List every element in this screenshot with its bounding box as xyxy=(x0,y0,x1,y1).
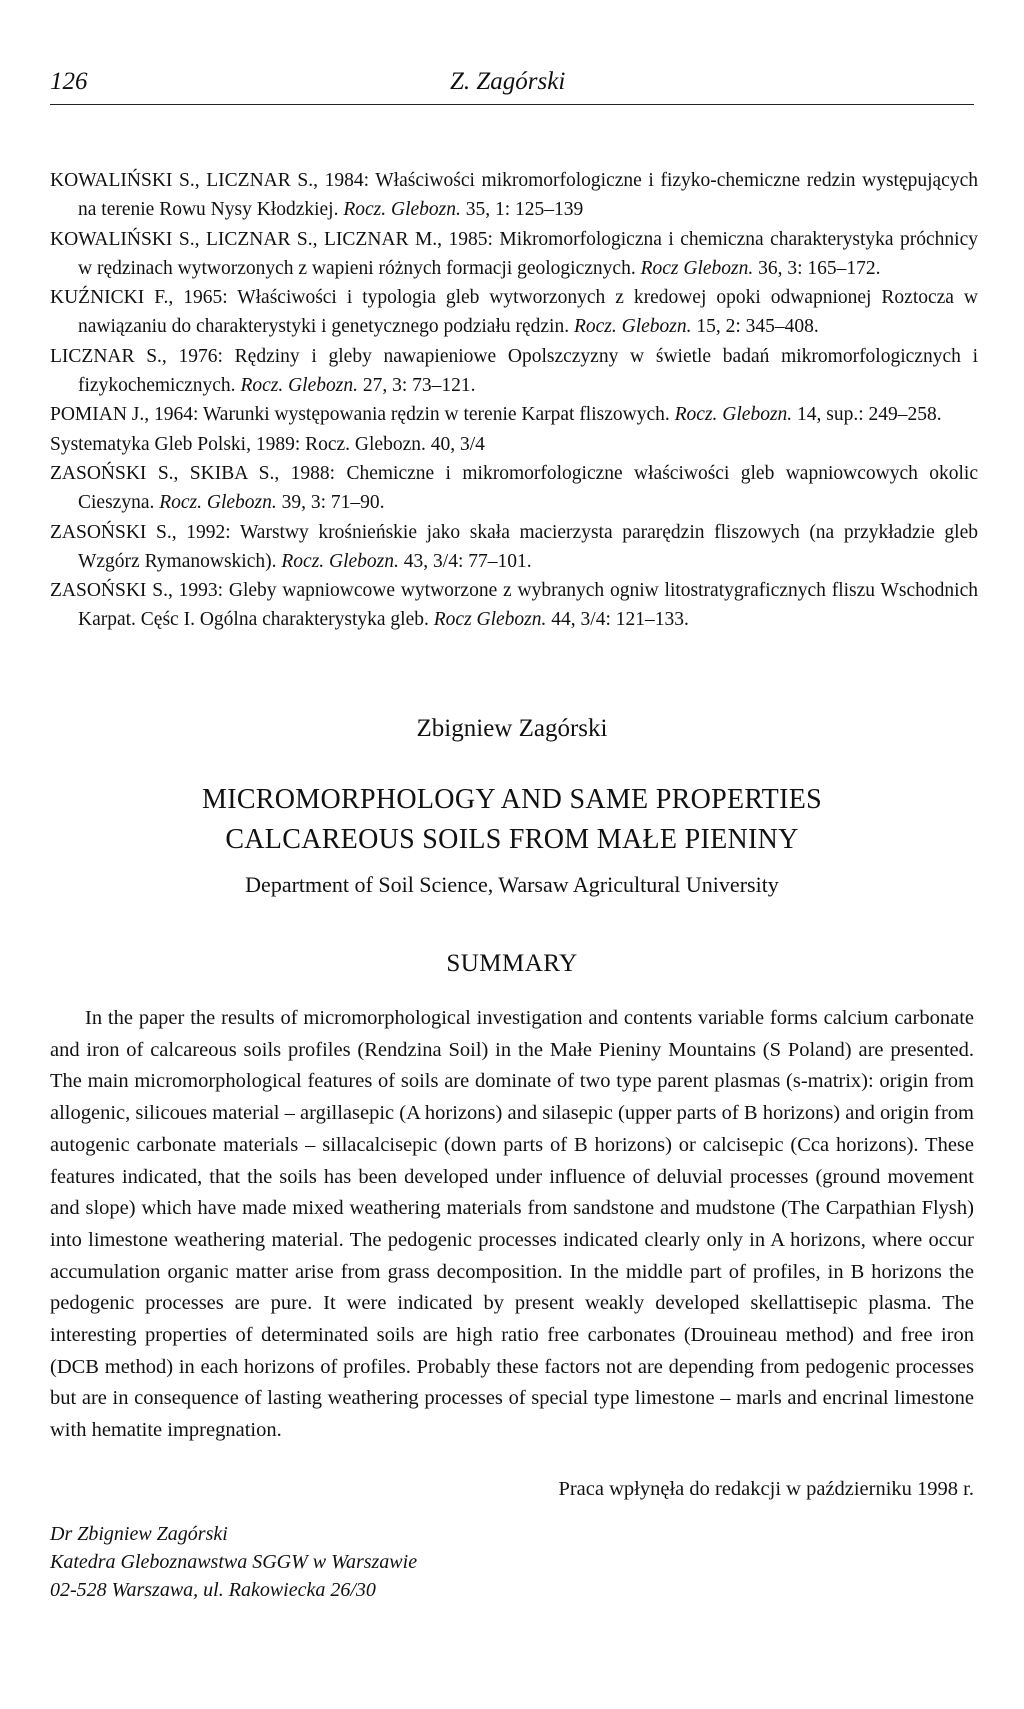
reference-list xyxy=(50,166,978,635)
summary-body: In the paper the results of micromorphological investigation and contents variable forms calcium carbonate and iron of calcareous soils profiles (Rendzina Soil) in the Małe Pieniny Mountains (S Poland) are presented. The main micromorphological features of soils are dominate of two type parent plasmas (s-matrix): origin from allogenic, silicoues material – argillasepic (A horizons) and silasepic (upper parts of B horizons) and origin from autogenic carbonate materials – sillacalcisepic (down parts of B horizons) or calcisepic (Cca horizons). These features indicated, that the soils has been developed under influence of deluvial processes (ground movement and slope) which have made mixed weathering materials from sandstone and mudstone (The Carpathian Flysh) into limestone weathering material. The pedogenic processes indicated clearly only in A horizons, where occur accumulation organic matter arise from grass decomposition. In the middle part of profiles, in B horizons the pedogenic processes are pure. It were indicated by present weakly developed skellattisepic plasma. The interesting properties of determinated soils are high ratio free carbonates (Drouineau method) and free iron (DCB method) in each horizons of profiles. Probably these factors not are depending from pedogenic processes but are in consequence of lasting weathering processes of special type limestone – marls and encrinal limestone with hematite impregnation. xyxy=(50,1007,974,1442)
summary-heading: SUMMARY xyxy=(446,950,578,977)
reference-item: LICZNAR S., 1976: Rędziny i gleby nawapieniowe Opolszczyzny w świetle badań mikromorfologicznych i fizykochemicznych. Rocz. Glebozn. 27, 3: 73–121. xyxy=(50,345,978,397)
reference-item: POMIAN J., 1964: Warunki występowania rędzin w terenie Karpat fliszowych. Rocz. Glebozn. 14, sup.: 249–258. xyxy=(50,404,942,426)
reference-item: ZASOŃSKI S., SKIBA S., 1988: Chemiczne i mikromorfologiczne właściwości gleb wapniowcowych okolic Cieszyna. Rocz. Glebozn. 39, 3: 71–90. xyxy=(50,462,978,514)
reference-item: ZASOŃSKI S., 1993: Gleby wapniowcowe wytworzone z wybranych ogniw litostratygraficznych fliszu Wschodnich Karpat. Cęśc I. Ogólna charakterystyka gleb. Rocz Glebozn. 44, 3/4: 121–133. xyxy=(50,580,978,631)
reference-item: KUŹNICKI F., 1965: Właściwości i typologia gleb wytworzonych z kredowej opoki odwapnionej Roztocza w nawiązaniu do charakterystyki i genetycznego podziału rędzin. Rocz. Glebozn. 15, 2: 345–408. xyxy=(50,287,978,338)
address-line: Dr Zbigniew Zagórski xyxy=(50,1523,228,1545)
reference-item: ZASOŃSKI S., 1992: Warstwy krośnieńskie jako skała macierzysta pararędzin fliszowych (na przykładzie gleb Wzgórz Rymanowskich). Rocz. Glebozn. 43, 3/4: 77–101. xyxy=(50,521,978,572)
summary-title-line: MICROMORPHOLOGY AND SAME PROPERTIES xyxy=(202,784,822,815)
running-header xyxy=(50,64,974,105)
running-title: Z. Zagórski xyxy=(450,68,566,95)
address-line: 02-528 Warszawa, ul. Rakowiecka 26/30 xyxy=(50,1579,376,1601)
received-date: Praca wpłynęła do redakcji w październiku 1998 r. xyxy=(558,1478,974,1500)
address-line: Katedra Gleboznawstwa SGGW w Warszawie xyxy=(50,1551,418,1573)
page-number: 126 xyxy=(50,68,88,95)
summary-title xyxy=(0,780,1024,860)
reference-item: KOWALIŃSKI S., LICZNAR S., LICZNAR M., 1985: Mikromorfologiczna i chemiczna charakterystyka próchnicy w rędzinach wytworzonych z wapieni różnych formacji geologicznych. Rocz Glebozn. 36, 3: 165–172. xyxy=(50,228,978,279)
summary-title-line: CALCAREOUS SOILS FROM MAŁE PIENINY xyxy=(225,824,799,855)
author-address xyxy=(50,1520,417,1604)
summary-author: Zbigniew Zagórski xyxy=(416,715,608,742)
reference-item: KOWALIŃSKI S., LICZNAR S., 1984: Właściwości mikromorfologiczne i fizyko-chemiczne redzin występujących na terenie Rowu Nysy Kłodzkiej. Rocz. Glebozn. 35, 1: 125–139 xyxy=(50,170,978,221)
department: Department of Soil Science, Warsaw Agricultural University xyxy=(245,872,779,897)
reference-item: Systematyka Gleb Polski, 1989: Rocz. Glebozn. 40, 3/4 xyxy=(50,433,485,455)
